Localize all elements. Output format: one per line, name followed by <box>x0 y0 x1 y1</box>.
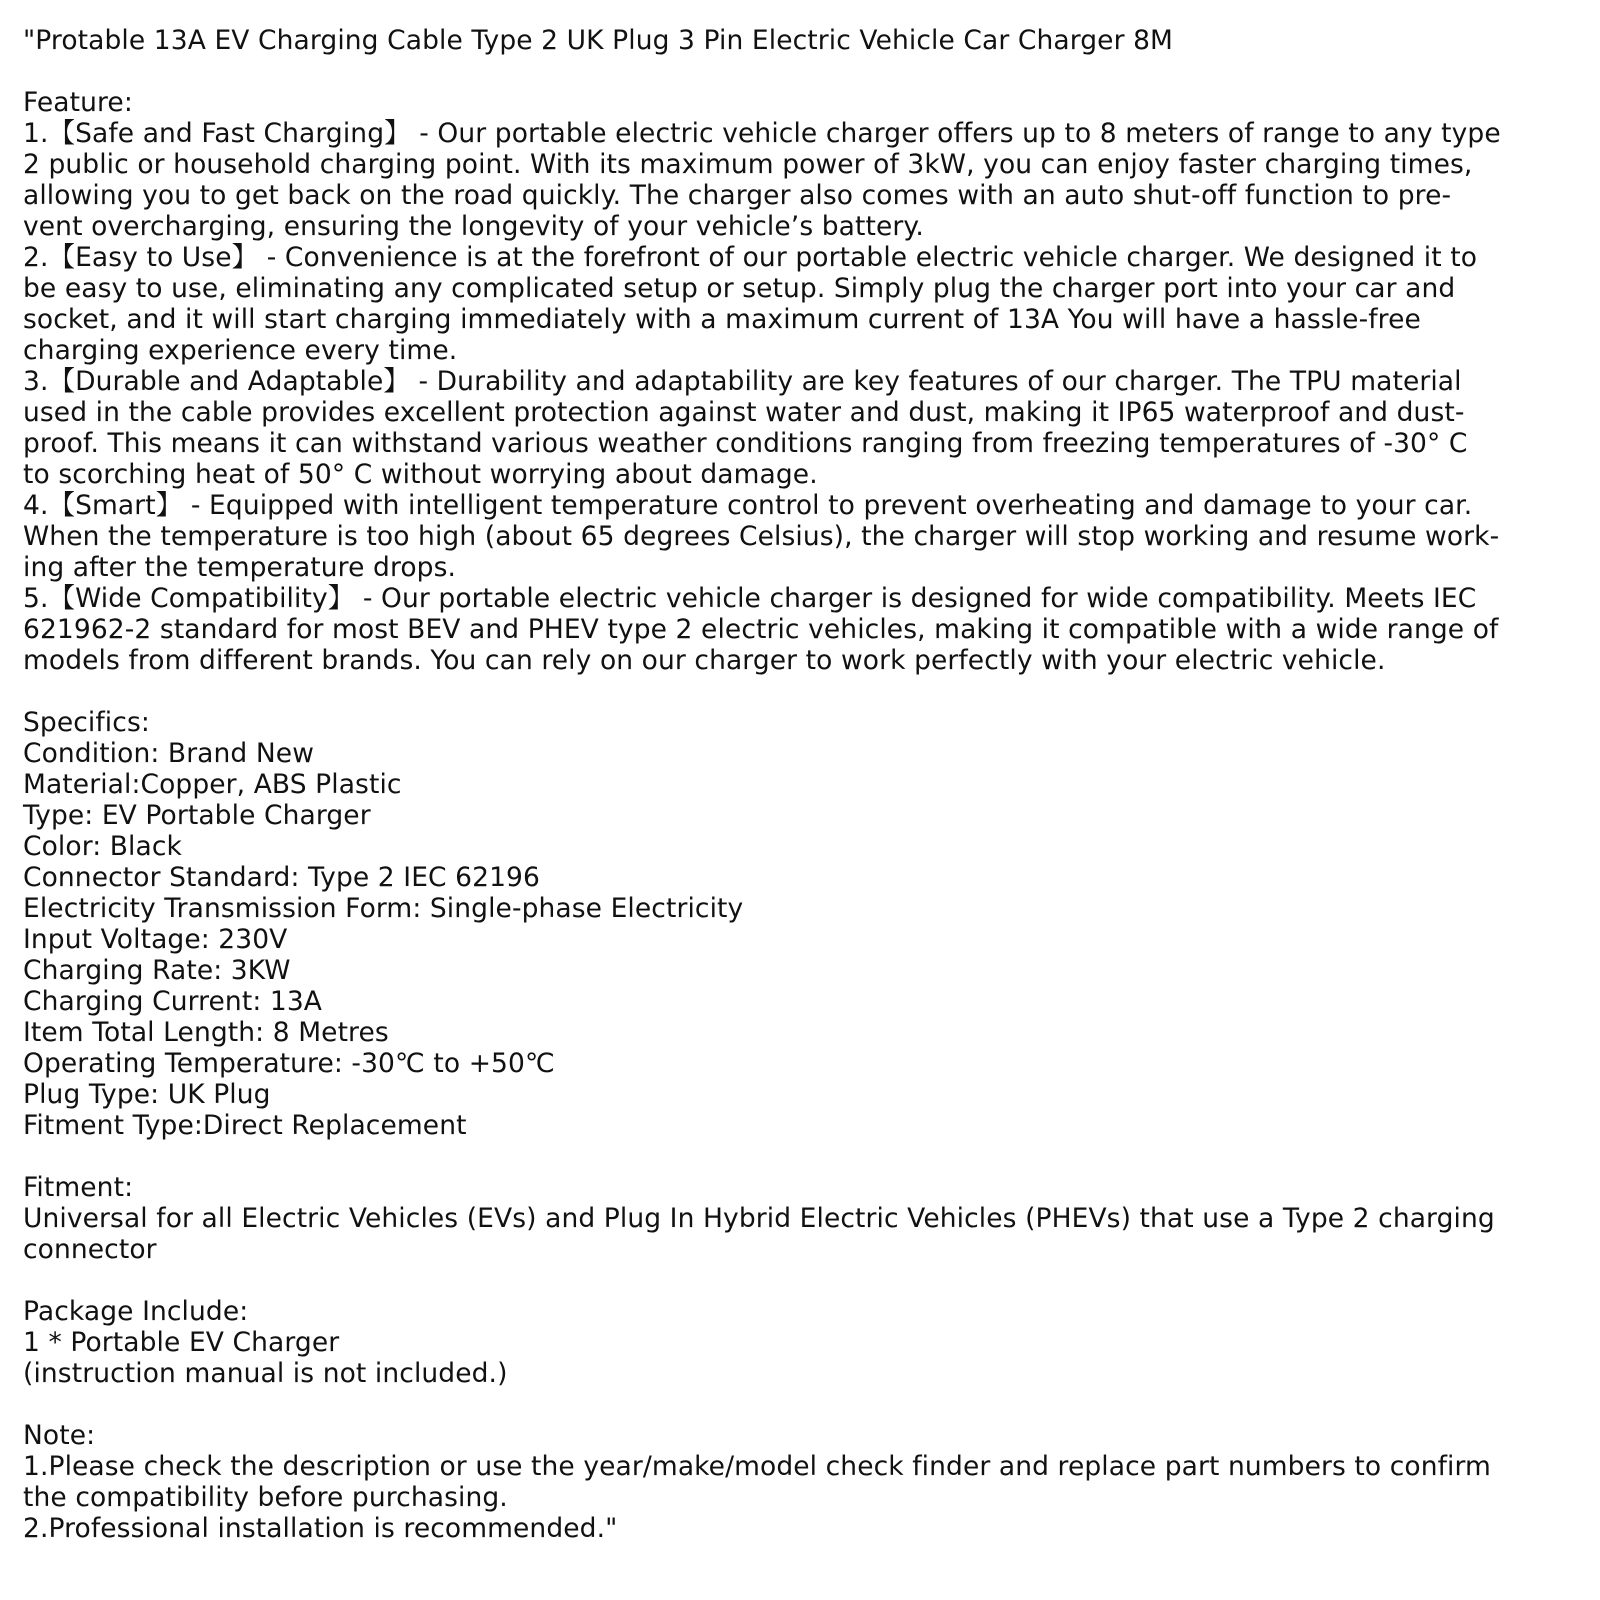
feature-line: used in the cable provides excellent protection against water and dust, making it IP65 waterproof and dust- <box>23 397 1465 428</box>
feature-line: allowing you to get back on the road quickly. The charger also comes with an auto shut-off function to pre- <box>23 180 1452 211</box>
note-heading: Note: <box>23 1420 96 1451</box>
package-section <box>23 1296 1583 1389</box>
blank-line <box>23 676 1583 707</box>
spec-type: Type: EV Portable Charger <box>23 800 371 831</box>
spec-charging-current: Charging Current: 13A <box>23 986 323 1017</box>
spec-operating-temperature: Operating Temperature: -30℃ to +50℃ <box>23 1048 555 1079</box>
feature-line: 5.【Wide Compatibility】 - Our portable electric vehicle charger is designed for wide compatibility. Meets IEC <box>23 583 1477 614</box>
note-line: 2.Professional installation is recommended." <box>23 1513 618 1544</box>
fitment-line: connector <box>23 1234 157 1265</box>
feature-line: 3.【Durable and Adaptable】 - Durability and adaptability are key features of our charger. The TPU material <box>23 366 1462 397</box>
feature-line: socket, and it will start charging immediately with a maximum current of 13A You will have a hassle-free <box>23 304 1421 335</box>
feature-line: 2 public or household charging point. With its maximum power of 3kW, you can enjoy faster charging times, <box>23 149 1473 180</box>
feature-heading: Feature: <box>23 87 133 118</box>
package-line: (instruction manual is not included.) <box>23 1358 508 1389</box>
spec-transmission-form: Electricity Transmission Form: Single-phase Electricity <box>23 893 744 924</box>
feature-section <box>23 87 1583 676</box>
note-line: the compatibility before purchasing. <box>23 1482 508 1513</box>
blank-line <box>23 1141 1583 1172</box>
feature-line: vent overcharging, ensuring the longevity of your vehicle’s battery. <box>23 211 924 242</box>
feature-line: ing after the temperature drops. <box>23 552 457 583</box>
blank-line <box>23 56 1583 87</box>
feature-line: 2.【Easy to Use】 - Convenience is at the forefront of our portable electric vehicle charger. We designed it to <box>23 242 1478 273</box>
feature-line: proof. This means it can withstand various weather conditions ranging from freezing temperatures of -30° C <box>23 428 1468 459</box>
fitment-section <box>23 1172 1583 1265</box>
blank-line <box>23 1265 1583 1296</box>
feature-line: 1.【Safe and Fast Charging】 - Our portable electric vehicle charger offers up to 8 meters of range to any type <box>23 118 1501 149</box>
blank-line <box>23 1389 1583 1420</box>
spec-fitment-type: Fitment Type:Direct Replacement <box>23 1110 467 1141</box>
spec-charging-rate: Charging Rate: 3KW <box>23 955 291 986</box>
specifics-heading: Specifics: <box>23 707 150 738</box>
feature-line: models from different brands. You can rely on our charger to work perfectly with your electric vehicle. <box>23 645 1386 676</box>
feature-line: 4.【Smart】 - Equipped with intelligent temperature control to prevent overheating and damage to your car. <box>23 490 1473 521</box>
fitment-heading: Fitment: <box>23 1172 134 1203</box>
note-line: 1.Please check the description or use the year/make/model check finder and replace part numbers to confirm <box>23 1451 1491 1482</box>
spec-condition: Condition: Brand New <box>23 738 314 769</box>
spec-connector-standard: Connector Standard: Type 2 IEC 62196 <box>23 862 540 893</box>
fitment-line: Universal for all Electric Vehicles (EVs) and Plug In Hybrid Electric Vehicles (PHEVs) that use a Type 2 charging <box>23 1203 1495 1234</box>
note-section <box>23 1420 1583 1544</box>
feature-line: to scorching heat of 50° C without worrying about damage. <box>23 459 818 490</box>
product-description-document <box>23 25 1583 1544</box>
feature-line: be easy to use, eliminating any complicated setup or setup. Simply plug the charger port into your car and <box>23 273 1456 304</box>
feature-line: 621962-2 standard for most BEV and PHEV type 2 electric vehicles, making it compatible with a wide range of <box>23 614 1499 645</box>
spec-material: Material:Copper, ABS Plastic <box>23 769 402 800</box>
feature-line: When the temperature is too high (about 65 degrees Celsius), the charger will stop working and resume work- <box>23 521 1500 552</box>
package-line: 1 * Portable EV Charger <box>23 1327 340 1358</box>
spec-color: Color: Black <box>23 831 182 862</box>
spec-total-length: Item Total Length: 8 Metres <box>23 1017 389 1048</box>
document-title: "Protable 13A EV Charging Cable Type 2 UK Plug 3 Pin Electric Vehicle Car Charger 8M <box>23 25 1174 56</box>
feature-line: charging experience every time. <box>23 335 458 366</box>
package-heading: Package Include: <box>23 1296 249 1327</box>
spec-plug-type: Plug Type: UK Plug <box>23 1079 271 1110</box>
specifics-section <box>23 707 1583 1141</box>
spec-input-voltage: Input Voltage: 230V <box>23 924 288 955</box>
